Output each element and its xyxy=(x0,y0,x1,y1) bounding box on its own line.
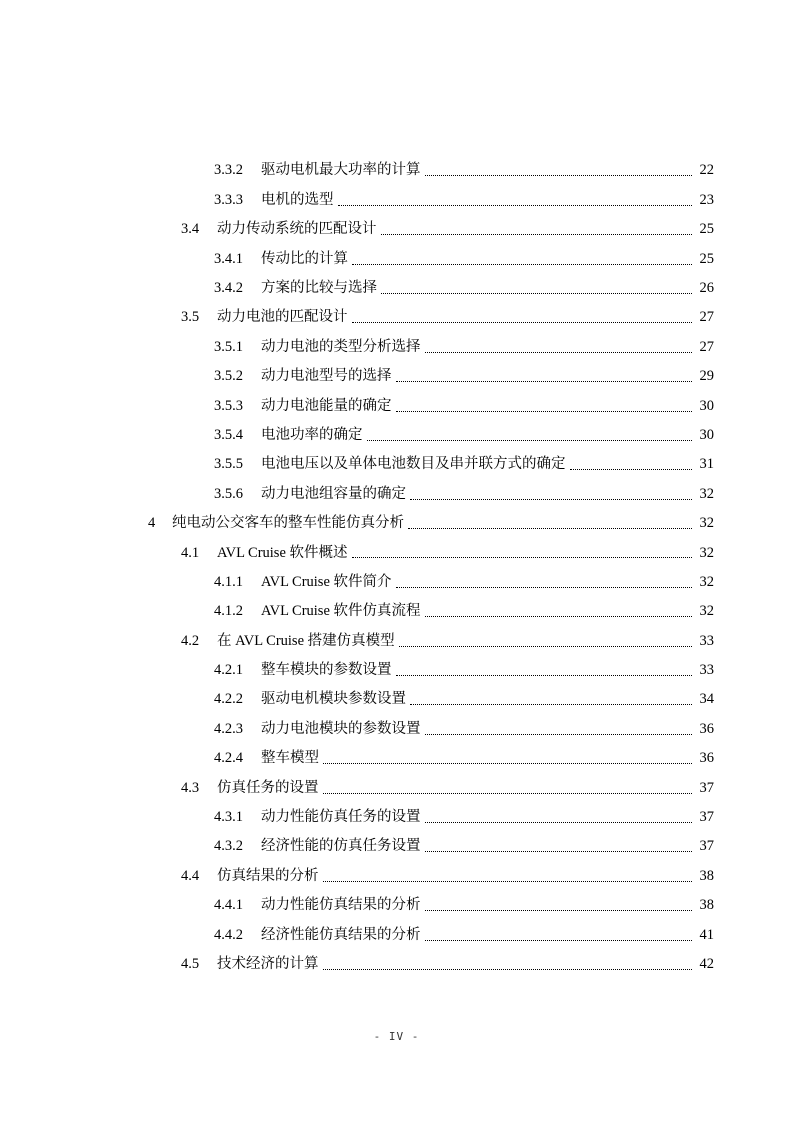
toc-entry-page: 27 xyxy=(699,338,714,355)
toc-entry-page: 32 xyxy=(699,603,714,620)
toc-entry-title: 动力电池能量的确定 xyxy=(261,397,392,414)
toc-dot-leader xyxy=(323,968,693,970)
toc-entry-page: 30 xyxy=(699,397,714,414)
toc-entry-title: 动力传动系统的匹配设计 xyxy=(217,221,377,238)
toc-entry-number: 4.4.2 xyxy=(214,926,243,943)
toc-dot-leader xyxy=(425,909,693,911)
toc-entry-page: 27 xyxy=(699,309,714,326)
toc-entry-page: 41 xyxy=(699,926,714,943)
toc-entry-page: 32 xyxy=(699,544,714,561)
toc-dot-leader xyxy=(425,733,693,735)
toc-entry-number: 3.4 xyxy=(181,221,200,238)
toc-dot-leader xyxy=(408,527,692,529)
toc-entry-page: 36 xyxy=(699,750,714,767)
toc-dot-leader xyxy=(396,674,693,676)
toc-entry-title: 在 AVL Cruise 搭建仿真模型 xyxy=(217,632,395,649)
toc-entry[interactable] xyxy=(0,185,793,214)
toc-entry-title: 方案的比较与选择 xyxy=(261,280,377,296)
toc-dot-leader xyxy=(367,439,693,441)
toc-entry-title: 动力电池组容量的确定 xyxy=(261,485,406,502)
toc-dot-leader xyxy=(399,645,692,647)
toc-entry[interactable] xyxy=(0,950,793,979)
toc-entry[interactable] xyxy=(0,479,793,508)
toc-entry-page: 38 xyxy=(699,897,714,914)
toc-dot-leader xyxy=(352,321,693,323)
toc-entry[interactable] xyxy=(0,861,793,890)
toc-entry[interactable] xyxy=(0,362,793,391)
toc-dot-leader xyxy=(396,410,693,412)
toc-dot-leader xyxy=(425,850,693,852)
toc-entry[interactable] xyxy=(0,538,793,567)
toc-dot-leader xyxy=(381,233,693,235)
toc-entry-title: 仿真结果的分析 xyxy=(217,867,319,884)
toc-entry-number: 4.3.2 xyxy=(214,838,243,855)
toc-entry-number: 3.5.4 xyxy=(214,426,243,443)
toc-entry-page: 33 xyxy=(699,632,714,649)
toc-entry[interactable] xyxy=(0,391,793,420)
toc-dot-leader xyxy=(352,556,693,558)
toc-entry[interactable] xyxy=(0,803,793,832)
toc-entry-number: 3.5 xyxy=(181,309,200,326)
toc-entry-number: 3.5.2 xyxy=(214,368,243,385)
toc-dot-leader xyxy=(396,380,693,382)
toc-dot-leader xyxy=(425,174,693,176)
toc-entry[interactable] xyxy=(0,156,793,185)
toc-entry[interactable] xyxy=(0,450,793,479)
toc-entry-title: 电池电压以及单体电池数目及串并联方式的确定 xyxy=(261,456,566,473)
toc-entry-number: 3.5.5 xyxy=(214,456,243,473)
toc-entry[interactable] xyxy=(0,744,793,773)
toc-entry[interactable] xyxy=(0,215,793,244)
toc-entry-page: 32 xyxy=(699,485,714,502)
toc-entry-number: 4.4.1 xyxy=(214,897,243,914)
toc-entry-title: 电机的选型 xyxy=(261,191,334,208)
toc-dot-leader xyxy=(396,586,693,588)
toc-entry-number: 4 xyxy=(148,515,156,532)
toc-entry-title: 整车模型 xyxy=(261,750,319,767)
toc-entry[interactable] xyxy=(0,332,793,361)
toc-entry[interactable] xyxy=(0,244,793,273)
toc-entry-page: 33 xyxy=(699,662,714,679)
toc-dot-leader xyxy=(425,821,693,823)
page-number-footer: - IV - xyxy=(373,1030,420,1043)
toc-entry-title: 动力电池型号的选择 xyxy=(261,368,392,385)
toc-entry-number: 4.1.1 xyxy=(214,573,243,590)
toc-entry-page: 34 xyxy=(699,691,714,708)
toc-entry-title: 动力电池的匹配设计 xyxy=(217,309,348,326)
toc-entry[interactable] xyxy=(0,891,793,920)
toc-entry[interactable] xyxy=(0,303,793,332)
toc-entry-number: 4.2.3 xyxy=(214,720,243,737)
toc-dot-leader xyxy=(338,204,693,206)
toc-entry-number: 4.2.4 xyxy=(214,750,243,767)
toc-entry-title: 动力电池模块的参数设置 xyxy=(261,720,421,737)
toc-entry-title: 驱动电机模块参数设置 xyxy=(261,691,406,708)
toc-dot-leader xyxy=(410,703,692,705)
toc-dot-leader xyxy=(381,292,692,294)
toc-entry-page: 22 xyxy=(699,162,714,179)
toc-dot-leader xyxy=(425,939,693,941)
toc-entry-number: 4.2 xyxy=(181,632,200,649)
toc-entry-title: 仿真任务的设置 xyxy=(217,779,319,796)
toc-entry-title: AVL Cruise 软件概述 xyxy=(217,544,348,561)
toc-entry[interactable] xyxy=(0,567,793,596)
toc-entry[interactable] xyxy=(0,773,793,802)
toc-entry-number: 3.3.2 xyxy=(214,162,243,179)
table-of-contents xyxy=(0,156,793,979)
toc-entry[interactable] xyxy=(0,597,793,626)
toc-entry[interactable] xyxy=(0,421,793,450)
toc-dot-leader xyxy=(352,263,692,265)
toc-entry-number: 3.5.3 xyxy=(214,397,243,414)
toc-dot-leader xyxy=(570,468,693,470)
toc-entry-title: AVL Cruise 软件仿真流程 xyxy=(261,603,421,620)
toc-dot-leader xyxy=(323,792,693,794)
toc-entry-page: 32 xyxy=(699,515,714,532)
toc-entry[interactable] xyxy=(0,509,793,538)
toc-entry[interactable] xyxy=(0,626,793,655)
toc-entry-number: 4.1.2 xyxy=(214,603,243,620)
toc-entry-title: 经济性能仿真结果的分析 xyxy=(261,926,421,943)
toc-entry-number: 3.5.6 xyxy=(214,485,243,502)
toc-entry-page: 25 xyxy=(699,221,714,238)
toc-entry-title: 技术经济的计算 xyxy=(217,955,319,972)
toc-entry[interactable] xyxy=(0,920,793,949)
toc-entry[interactable] xyxy=(0,685,793,714)
toc-entry-number: 4.5 xyxy=(181,955,200,972)
toc-entry-page: 37 xyxy=(699,838,714,855)
toc-entry-number: 4.1 xyxy=(181,544,200,561)
toc-dot-leader xyxy=(410,498,692,500)
toc-entry-title: AVL Cruise 软件简介 xyxy=(261,573,392,590)
toc-entry-page: 32 xyxy=(699,573,714,590)
toc-entry[interactable] xyxy=(0,274,793,303)
toc-entry-title: 整车模块的参数设置 xyxy=(261,662,392,679)
toc-dot-leader xyxy=(323,762,692,764)
toc-entry-title: 电池功率的确定 xyxy=(261,426,363,443)
toc-entry-number: 4.2.2 xyxy=(214,691,243,708)
toc-entry-title: 纯电动公交客车的整车性能仿真分析 xyxy=(172,515,404,532)
toc-entry-number: 3.4.2 xyxy=(214,280,243,296)
toc-entry[interactable] xyxy=(0,714,793,743)
toc-entry-number: 4.4 xyxy=(181,867,200,884)
toc-entry-number: 3.3.3 xyxy=(214,191,243,208)
toc-entry-number: 4.2.1 xyxy=(214,662,243,679)
toc-entry-page: 23 xyxy=(699,191,714,208)
toc-entry[interactable] xyxy=(0,832,793,861)
toc-entry-page: 36 xyxy=(699,720,714,737)
toc-entry-page: 29 xyxy=(699,368,714,385)
toc-entry-title: 动力电池的类型分析选择 xyxy=(261,338,421,355)
toc-dot-leader xyxy=(425,615,693,617)
toc-entry-page: 37 xyxy=(699,809,714,826)
toc-entry-title: 传动比的计算 xyxy=(261,250,348,267)
toc-entry-title: 驱动电机最大功率的计算 xyxy=(261,162,421,179)
toc-entry-title: 动力性能仿真任务的设置 xyxy=(261,809,421,826)
toc-entry-page: 42 xyxy=(699,955,714,972)
toc-dot-leader xyxy=(323,880,693,882)
toc-entry-page: 30 xyxy=(699,426,714,443)
toc-dot-leader xyxy=(425,351,693,353)
toc-entry-page: 37 xyxy=(699,779,714,796)
toc-entry-number: 4.3.1 xyxy=(214,809,243,826)
toc-entry-page: 25 xyxy=(699,250,714,267)
toc-entry-page: 38 xyxy=(699,867,714,884)
toc-entry-number: 3.5.1 xyxy=(214,338,243,355)
toc-entry[interactable] xyxy=(0,656,793,685)
toc-entry-number: 3.4.1 xyxy=(214,250,243,267)
toc-entry-number: 4.3 xyxy=(181,779,200,796)
toc-entry-page: 26 xyxy=(699,280,714,296)
toc-entry-title: 动力性能仿真结果的分析 xyxy=(261,897,421,914)
toc-entry-page: 31 xyxy=(699,456,714,473)
toc-entry-title: 经济性能的仿真任务设置 xyxy=(261,838,421,855)
